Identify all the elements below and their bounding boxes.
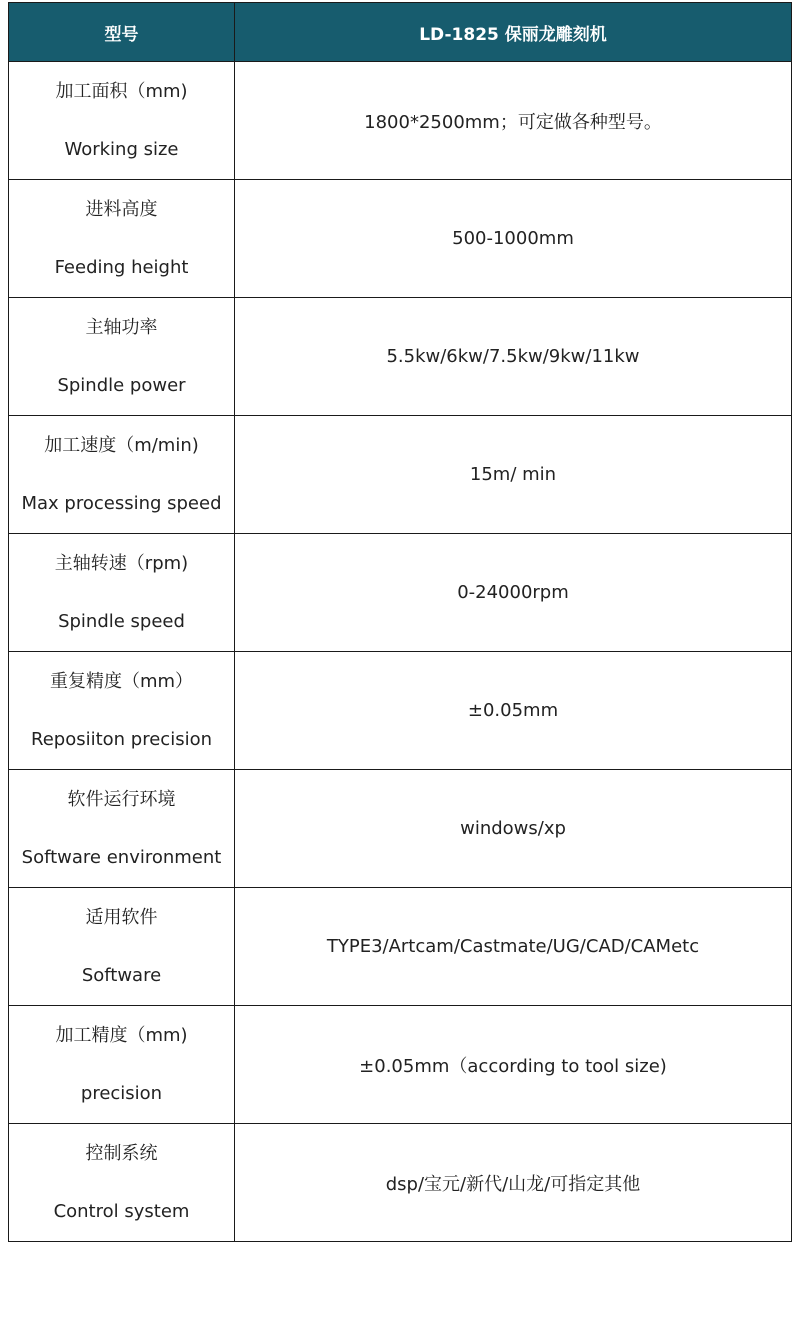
label-english: Control system [53,1200,190,1222]
row-label-cell [9,888,235,1006]
table-row [9,180,792,298]
label-chinese: 进料高度 [85,198,158,220]
header-model-label: 型号 [9,3,235,62]
label-chinese: 主轴功率 [85,316,158,338]
table-row [9,298,792,416]
table-row [9,1006,792,1124]
label-english: Spindle speed [58,610,185,632]
table-row [9,1124,792,1242]
row-value-cell: 0-24000rpm [235,534,792,652]
label-english: Feeding height [54,256,189,278]
label-english: Working size [64,138,179,160]
label-chinese: 控制系统 [85,1142,158,1164]
label-english: Spindle power [57,374,186,396]
row-value-cell: ±0.05mm（according to tool size) [235,1006,792,1124]
row-label-cell [9,416,235,534]
table-header-row [9,3,792,62]
table-row [9,62,792,180]
row-label-cell [9,62,235,180]
row-label-cell [9,180,235,298]
label-english: Reposiiton precision [31,728,212,750]
label-chinese: 适用软件 [85,906,158,928]
row-value-cell: 5.5kw/6kw/7.5kw/9kw/11kw [235,298,792,416]
row-value-cell: dsp/宝元/新代/山龙/可指定其他 [235,1124,792,1242]
row-label-cell [9,770,235,888]
row-label-cell [9,1124,235,1242]
label-chinese: 加工面积（mm) [55,80,188,102]
label-english: precision [80,1082,163,1104]
row-label-cell [9,1006,235,1124]
label-chinese: 加工速度（m/min) [44,434,199,456]
row-label-cell [9,652,235,770]
row-value-cell: ±0.05mm [235,652,792,770]
label-chinese: 主轴转速（rpm) [54,552,189,574]
label-chinese: 软件运行环境 [67,788,176,810]
table-row [9,416,792,534]
label-chinese: 加工精度（mm) [55,1024,188,1046]
label-english: Software [81,964,162,986]
row-label-cell [9,534,235,652]
spec-table [8,2,792,1242]
row-label-cell [9,298,235,416]
row-value-cell: 15m/ min [235,416,792,534]
table-row [9,534,792,652]
row-value-cell: 1800*2500mm；可定做各种型号。 [235,62,792,180]
row-value-cell: windows/xp [235,770,792,888]
label-english: Max processing speed [21,492,222,514]
row-value-cell: TYPE3/Artcam/Castmate/UG/CAD/CAMetc [235,888,792,1006]
table-row [9,770,792,888]
label-english: Software environment [21,846,222,868]
table-row [9,888,792,1006]
row-value-cell: 500-1000mm [235,180,792,298]
table-row [9,652,792,770]
header-model-value: LD-1825 保丽龙雕刻机 [235,3,792,62]
label-chinese: 重复精度（mm） [49,670,194,692]
